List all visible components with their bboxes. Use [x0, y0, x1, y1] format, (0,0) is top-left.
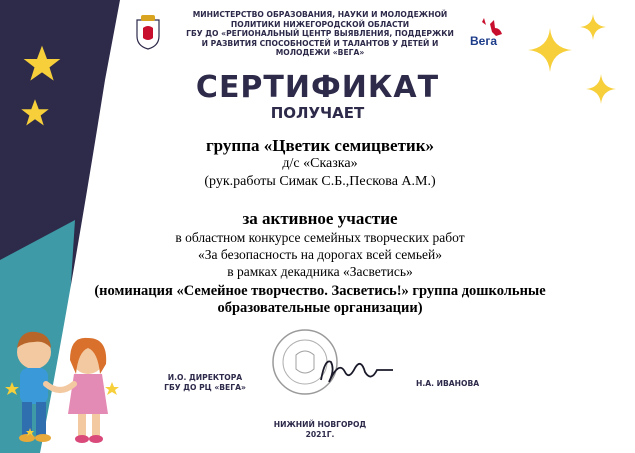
star-icon: [580, 14, 606, 40]
director-line-1: И.О. ДИРЕКТОРА: [167, 373, 243, 382]
signature-icon: [315, 350, 395, 390]
award-nomination: (номинация «Семейное творчество. Засветись!» группа дошкольные образовательные организации): [94, 283, 546, 316]
recipient-kindergarten: д/с «Сказка»: [282, 156, 358, 171]
signer-name: Н.А. ИВАНОВА: [416, 379, 480, 388]
award-line-3: в рамках декадника «Засветись»: [227, 264, 413, 279]
children-illustration: [0, 318, 130, 453]
header-line: МИНИСТЕРСТВО ОБРАЗОВАНИЯ, НАУКИ И МОЛОДЕЖНОЙ: [192, 10, 448, 19]
header-line: ГБУ ДО «РЕГИОНАЛЬНЫЙ ЦЕНТР ВЫЯВЛЕНИЯ, ПОДДЕРЖКИ: [186, 29, 454, 38]
recipient-group: группа «Цветик семицветик»: [205, 136, 435, 155]
issuer-header: [140, 10, 500, 58]
recipient-leaders: (рук.работы Симак С.Б.,Пескова А.М.): [204, 174, 436, 189]
award-line-2: «За безопасность на дорогах всей семьей»: [198, 247, 442, 262]
award-line-1: в областном конкурсе семейных творческих работ: [175, 230, 465, 245]
certificate-title: СЕРТИФИКАТ: [195, 70, 440, 105]
director-title: [150, 373, 260, 393]
award-reason: за активное участие: [242, 209, 398, 228]
header-line: И РАЗВИТИЯ СПОСОБНОСТЕЙ И ТАЛАНТОВ У ДЕТЕЙ И: [201, 38, 439, 48]
certificate-subtitle: ПОЛУЧАЕТ: [270, 104, 365, 122]
year: 2021Г.: [305, 430, 335, 439]
city-name: НИЖНИЙ НОВГОРОД: [273, 420, 367, 429]
city-year: [260, 420, 380, 440]
header-line: МОЛОДЕЖИ «ВЕГА»: [275, 48, 365, 57]
vega-logo-text: Вега: [470, 34, 498, 48]
header-line: ПОЛИТИКИ НИЖЕГОРОДСКОЙ ОБЛАСТИ: [230, 19, 410, 29]
director-line-2: ГБУ ДО РЦ «ВЕГА»: [164, 383, 246, 392]
star-icon: [528, 28, 572, 72]
